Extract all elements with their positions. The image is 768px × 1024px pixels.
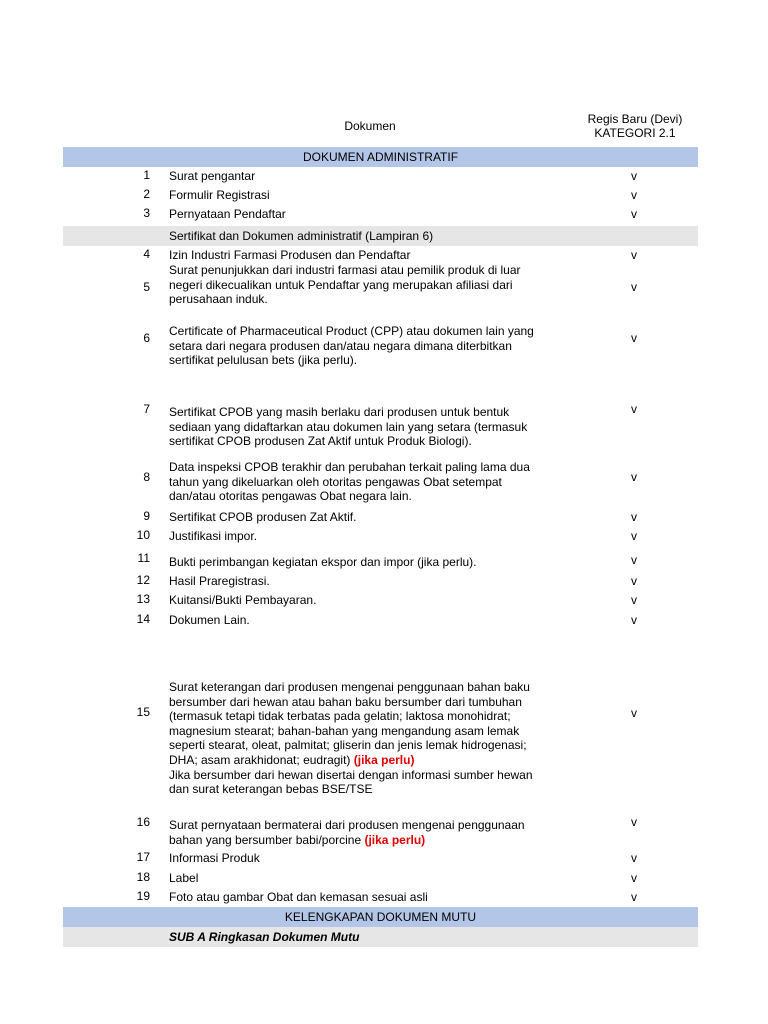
row-number: 17 [136, 850, 150, 864]
row-text: Label [169, 871, 199, 885]
row-text-optional-note: (jika perlu) [364, 832, 426, 847]
row-check: v [631, 470, 637, 484]
row-text: Surat penunjukkan dari industri farmasi atau pemilik produk di luar negeri dikecualikan untuk Pendaftar yang merupakan afiliasi dari perusahaan induk. [169, 263, 521, 307]
row-text: Pernyataan Pendaftar [169, 207, 286, 221]
column-header-regis-category: KATEGORI 2.1 [594, 126, 676, 140]
row-check: v [631, 613, 637, 627]
row-text-main: Surat keterangan dari produsen mengenai penggunaan bahan baku bersumber dari hewan atau bahan baku bersumber dari tumbuhan (termasuk tetapi tidak terbatas pada gelatin; laktosa monohidrat; magnesium stearat; bahan-bahan yang mengandung asam lemak seperti stearat, oleat, palmitat; gliserin dan jenis lemak hidrogenasi; DHA; asam arakhidonat; eudragit) [169, 680, 530, 767]
row-text: Hasil Praregistrasi. [169, 574, 270, 588]
row-check: v [631, 890, 637, 904]
section-administratif: DOKUMEN ADMINISTRATIF [63, 147, 698, 167]
row-check: v [631, 593, 637, 607]
column-header-dokumen: Dokumen [344, 119, 396, 133]
row-check: v [631, 553, 637, 567]
row-number: 19 [136, 889, 150, 903]
row-check: v [631, 248, 637, 262]
row-number: 3 [143, 206, 150, 220]
row-number: 1 [143, 168, 150, 182]
row-number: 9 [143, 509, 150, 523]
row-text [169, 680, 569, 797]
subsection-sertifikat [63, 226, 698, 246]
row-text: Surat pengantar [169, 169, 256, 183]
row-check: v [631, 510, 637, 524]
row-text: Foto atau gambar Obat dan kemasan sesuai asli [169, 890, 428, 904]
row-text: Sertifikat CPOB produsen Zat Aktif. [169, 510, 357, 524]
subsection-sub-a [63, 927, 698, 947]
row-check: v [631, 851, 637, 865]
row-number: 18 [136, 870, 150, 884]
row-check: v [631, 402, 637, 416]
row-number: 12 [136, 573, 150, 587]
row-text: Bukti perimbangan kegiatan ekspor dan impor (jika perlu). [169, 555, 477, 569]
row-check: v [631, 169, 637, 183]
row-text: Formulir Registrasi [169, 188, 270, 202]
row-check: v [631, 706, 637, 720]
section-mutu: KELENGKAPAN DOKUMEN MUTU [63, 907, 698, 927]
row-number: 7 [143, 402, 150, 416]
row-text: Certificate of Pharmaceutical Product (CPP) atau dokumen lain yang setara dari negara produsen dan/atau negara dimana diterbitkan sertifikat pelulusan bets (jika perlu). [169, 324, 534, 368]
row-text-continuation: Jika bersumber dari hewan disertai dengan informasi sumber hewan dan surat keterangan bebas BSE/TSE [169, 767, 533, 797]
row-text-optional-note: (jika perlu) [353, 752, 415, 767]
row-text: Sertifikat CPOB yang masih berlaku dari produsen untuk bentuk sediaan yang didaftarkan atau dokumen lain yang setara (termasuk sertifikat CPOB produsen Zat Aktif untuk Produk Biologi). [169, 405, 528, 449]
row-number: 5 [143, 280, 150, 294]
column-header-regis-title: Regis Baru (Devi) [587, 112, 683, 126]
row-number: 11 [137, 551, 150, 565]
column-header-regis [570, 112, 700, 140]
row-text: Justifikasi impor. [169, 529, 258, 543]
row-check: v [631, 331, 637, 345]
row-number: 4 [143, 247, 150, 261]
row-text [169, 818, 569, 847]
subsection-sertifikat-label: Sertifikat dan Dokumen administratif (Lampiran 6) [169, 229, 434, 243]
row-check: v [631, 188, 637, 202]
row-text: Informasi Produk [169, 851, 260, 865]
row-check: v [631, 574, 637, 588]
row-number: 13 [136, 592, 150, 606]
row-number: 2 [143, 187, 150, 201]
row-number: 16 [136, 815, 150, 829]
row-number: 8 [143, 470, 150, 484]
row-check: v [631, 815, 637, 829]
row-text-main: Surat pernyataan bermaterai dari produsen mengenai penggunaan bahan yang bersumber babi/porcine [169, 818, 525, 847]
row-number: 14 [136, 612, 150, 626]
row-check: v [631, 207, 637, 221]
row-check: v [631, 871, 637, 885]
row-number: 6 [143, 331, 150, 345]
row-text: Data inspeksi CPOB terakhir dan perubahan terkait paling lama dua tahun yang dikeluarkan oleh otoritas pengawas Obat setempat dan/atau otoritas pengawas Obat negara lain. [169, 460, 530, 504]
subsection-sub-a-label: SUB A Ringkasan Dokumen Mutu [169, 930, 360, 944]
row-check: v [631, 529, 637, 543]
row-text: Dokumen Lain. [169, 613, 250, 627]
row-text: Kuitansi/Bukti Pembayaran. [169, 593, 317, 607]
row-text: Izin Industri Farmasi Produsen dan Pendaftar [169, 248, 411, 262]
row-check: v [631, 280, 637, 294]
row-number: 15 [136, 705, 150, 719]
row-number: 10 [136, 528, 150, 542]
